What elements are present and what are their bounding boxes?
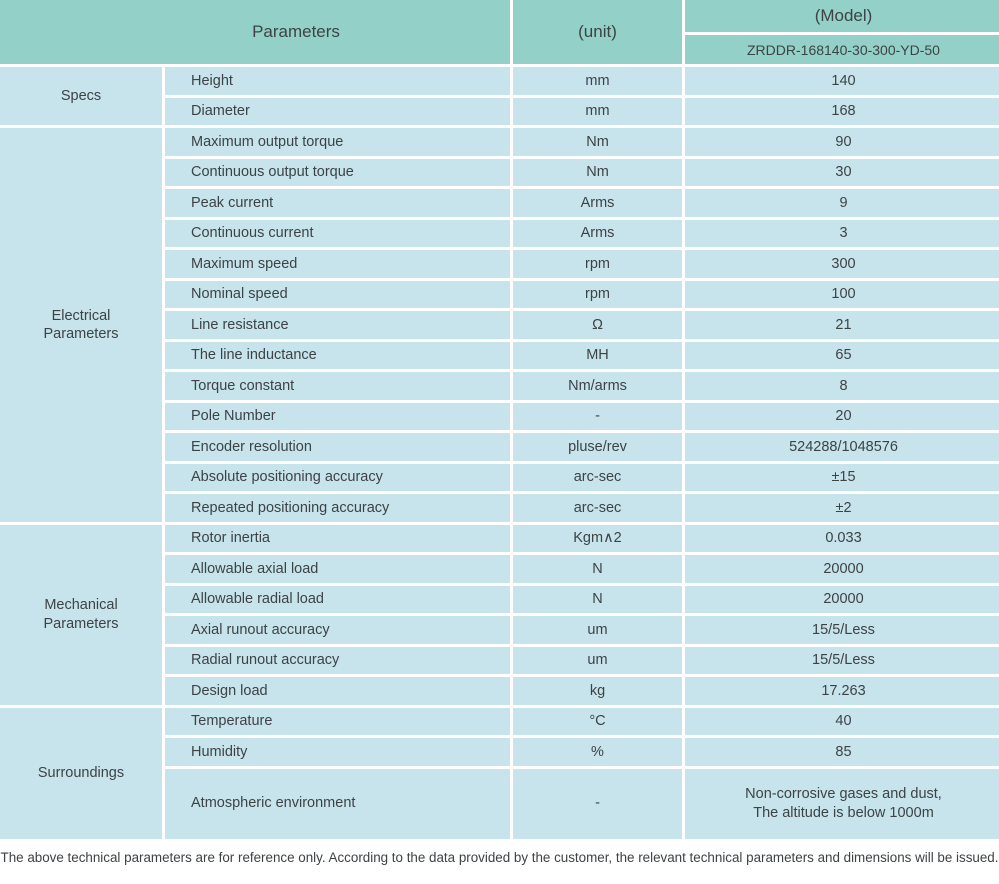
section-category-surroundings: Surroundings [0, 708, 162, 839]
value-cell: 30 [685, 159, 999, 187]
parameter-cell: Diameter [165, 98, 510, 126]
section-category-specs: Specs [0, 67, 162, 125]
parameter-cell: Rotor inertia [165, 525, 510, 553]
unit-cell: Kgm∧2 [513, 525, 682, 553]
table-row [0, 67, 999, 95]
value-cell: 168 [685, 98, 999, 126]
parameter-cell: Design load [165, 677, 510, 705]
section-category-electrical-parameters: Electrical Parameters [0, 128, 162, 522]
parameter-cell: Torque constant [165, 372, 510, 400]
unit-cell: kg [513, 677, 682, 705]
value-cell: 3 [685, 220, 999, 248]
unit-cell: rpm [513, 281, 682, 309]
parameter-cell: Line resistance [165, 311, 510, 339]
unit-cell: MH [513, 342, 682, 370]
value-cell: 20000 [685, 586, 999, 614]
unit-cell: Ω [513, 311, 682, 339]
header-row [0, 0, 999, 32]
value-cell: 8 [685, 372, 999, 400]
footer-note: The above technical parameters are for reference only. According to the data provided by the customer, the relevant technical parameters and dimensions will be issued. [0, 849, 999, 865]
model-number: ZRDDR-168140-30-300-YD-50 [685, 35, 999, 64]
parameter-cell: Radial runout accuracy [165, 647, 510, 675]
table-row [0, 525, 999, 553]
value-cell: 15/5/Less [685, 647, 999, 675]
value-cell: 21 [685, 311, 999, 339]
unit-cell: Nm/arms [513, 372, 682, 400]
parameter-cell: Temperature [165, 708, 510, 736]
value-cell: 140 [685, 67, 999, 95]
parameter-cell: Allowable axial load [165, 555, 510, 583]
parameter-cell: Maximum speed [165, 250, 510, 278]
value-cell: 65 [685, 342, 999, 370]
unit-cell: N [513, 555, 682, 583]
value-cell: 300 [685, 250, 999, 278]
value-cell: 85 [685, 738, 999, 766]
parameter-cell: Height [165, 67, 510, 95]
parameter-cell: Absolute positioning accuracy [165, 464, 510, 492]
parameter-cell: Continuous output torque [165, 159, 510, 187]
table-row [0, 128, 999, 156]
unit-cell: Nm [513, 159, 682, 187]
section-category-mechanical-parameters: Mechanical Parameters [0, 525, 162, 705]
parameter-cell: Pole Number [165, 403, 510, 431]
value-cell: 9 [685, 189, 999, 217]
parameters-header: Parameters [0, 0, 510, 64]
value-cell: ±15 [685, 464, 999, 492]
unit-cell: mm [513, 98, 682, 126]
unit-cell: arc-sec [513, 464, 682, 492]
unit-cell: Nm [513, 128, 682, 156]
unit-cell: arc-sec [513, 494, 682, 522]
parameter-cell: Humidity [165, 738, 510, 766]
parameter-cell: Allowable radial load [165, 586, 510, 614]
value-cell: 100 [685, 281, 999, 309]
unit-cell: um [513, 616, 682, 644]
parameter-cell: Continuous current [165, 220, 510, 248]
value-cell: 17.263 [685, 677, 999, 705]
unit-cell: % [513, 738, 682, 766]
unit-cell: Arms [513, 189, 682, 217]
unit-cell: um [513, 647, 682, 675]
table-row [0, 708, 999, 736]
parameter-cell: Peak current [165, 189, 510, 217]
value-cell: 90 [685, 128, 999, 156]
parameter-cell: Maximum output torque [165, 128, 510, 156]
unit-cell: °C [513, 708, 682, 736]
value-cell: 40 [685, 708, 999, 736]
parameter-cell: Atmospheric environment [165, 769, 510, 839]
unit-cell: Arms [513, 220, 682, 248]
unit-cell: N [513, 586, 682, 614]
value-cell: 20 [685, 403, 999, 431]
unit-header: (unit) [513, 0, 682, 64]
unit-cell: - [513, 769, 682, 839]
unit-cell: - [513, 403, 682, 431]
parameter-cell: Axial runout accuracy [165, 616, 510, 644]
value-cell: 0.033 [685, 525, 999, 553]
parameter-cell: Encoder resolution [165, 433, 510, 461]
value-cell: 20000 [685, 555, 999, 583]
table-header [0, 0, 999, 64]
value-cell: 524288/1048576 [685, 433, 999, 461]
parameter-cell: Repeated positioning accuracy [165, 494, 510, 522]
parameter-cell: The line inductance [165, 342, 510, 370]
parameter-cell: Nominal speed [165, 281, 510, 309]
table-body [0, 67, 999, 839]
unit-cell: rpm [513, 250, 682, 278]
unit-cell: pluse/rev [513, 433, 682, 461]
value-cell: ±2 [685, 494, 999, 522]
value-cell: Non-corrosive gases and dust, The altitude is below 1000m [685, 769, 999, 839]
unit-cell: mm [513, 67, 682, 95]
model-header: (Model) [685, 0, 999, 32]
value-cell: 15/5/Less [685, 616, 999, 644]
